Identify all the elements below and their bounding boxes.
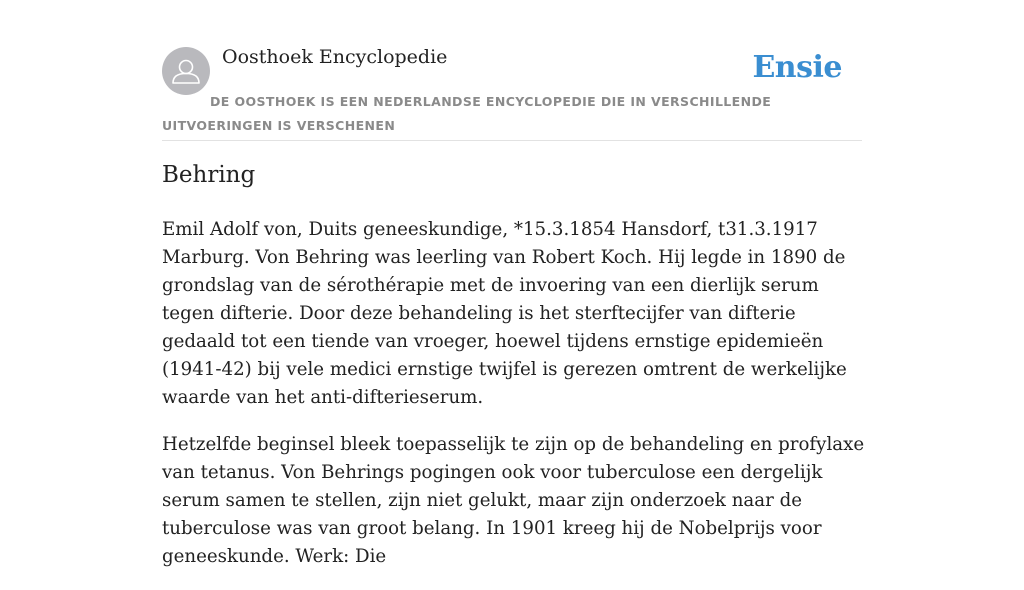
source-header [162, 44, 862, 141]
source-name-link[interactable]: Oosthoek Encyclopedie [222, 46, 448, 68]
article-title: Behring [162, 162, 256, 188]
avatar[interactable] [162, 47, 210, 95]
source-tagline: DE OOSTHOEK IS EEN NEDERLANDSE ENCYCLOPEDIE DIE IN VERSCHILLENDE UITVOERINGEN IS VERSCHENEN [162, 94, 772, 133]
brand-logo[interactable]: Ensie [752, 50, 842, 85]
article-paragraph: Hetzelfde beginsel bleek toepasselijk te zijn op de behandeling en profylaxe van tetanus. Von Behrings pogingen ook voor tuberculose een dergelijk serum samen te stellen, zijn niet gelukt, maar zijn onderzoek naar de tuberculose was van groot belang. In 1901 kreeg hij de Nobelprijs voor geneeskunde. Werk: Die [162, 434, 865, 567]
article-paragraph: Emil Adolf von, Duits geneeskundige, *15.3.1854 Hansdorf, t31.3.1917 Marburg. Von Behring was leerling van Robert Koch. Hij legde in 1890 de grondslag van de sérothérapie met de invoering van een dierlijk serum tegen difterie. Door deze behandeling is het sterftecijfer van difterie gedaald tot een tiende van vroeger, hoewel tijdens ernstige epidemieën (1941-42) bij vele medici ernstige twijfel is gerezen omtrent de werkelijke waarde van het anti-difterieserum. [162, 219, 847, 408]
article-body [162, 216, 868, 590]
user-icon [162, 47, 210, 95]
